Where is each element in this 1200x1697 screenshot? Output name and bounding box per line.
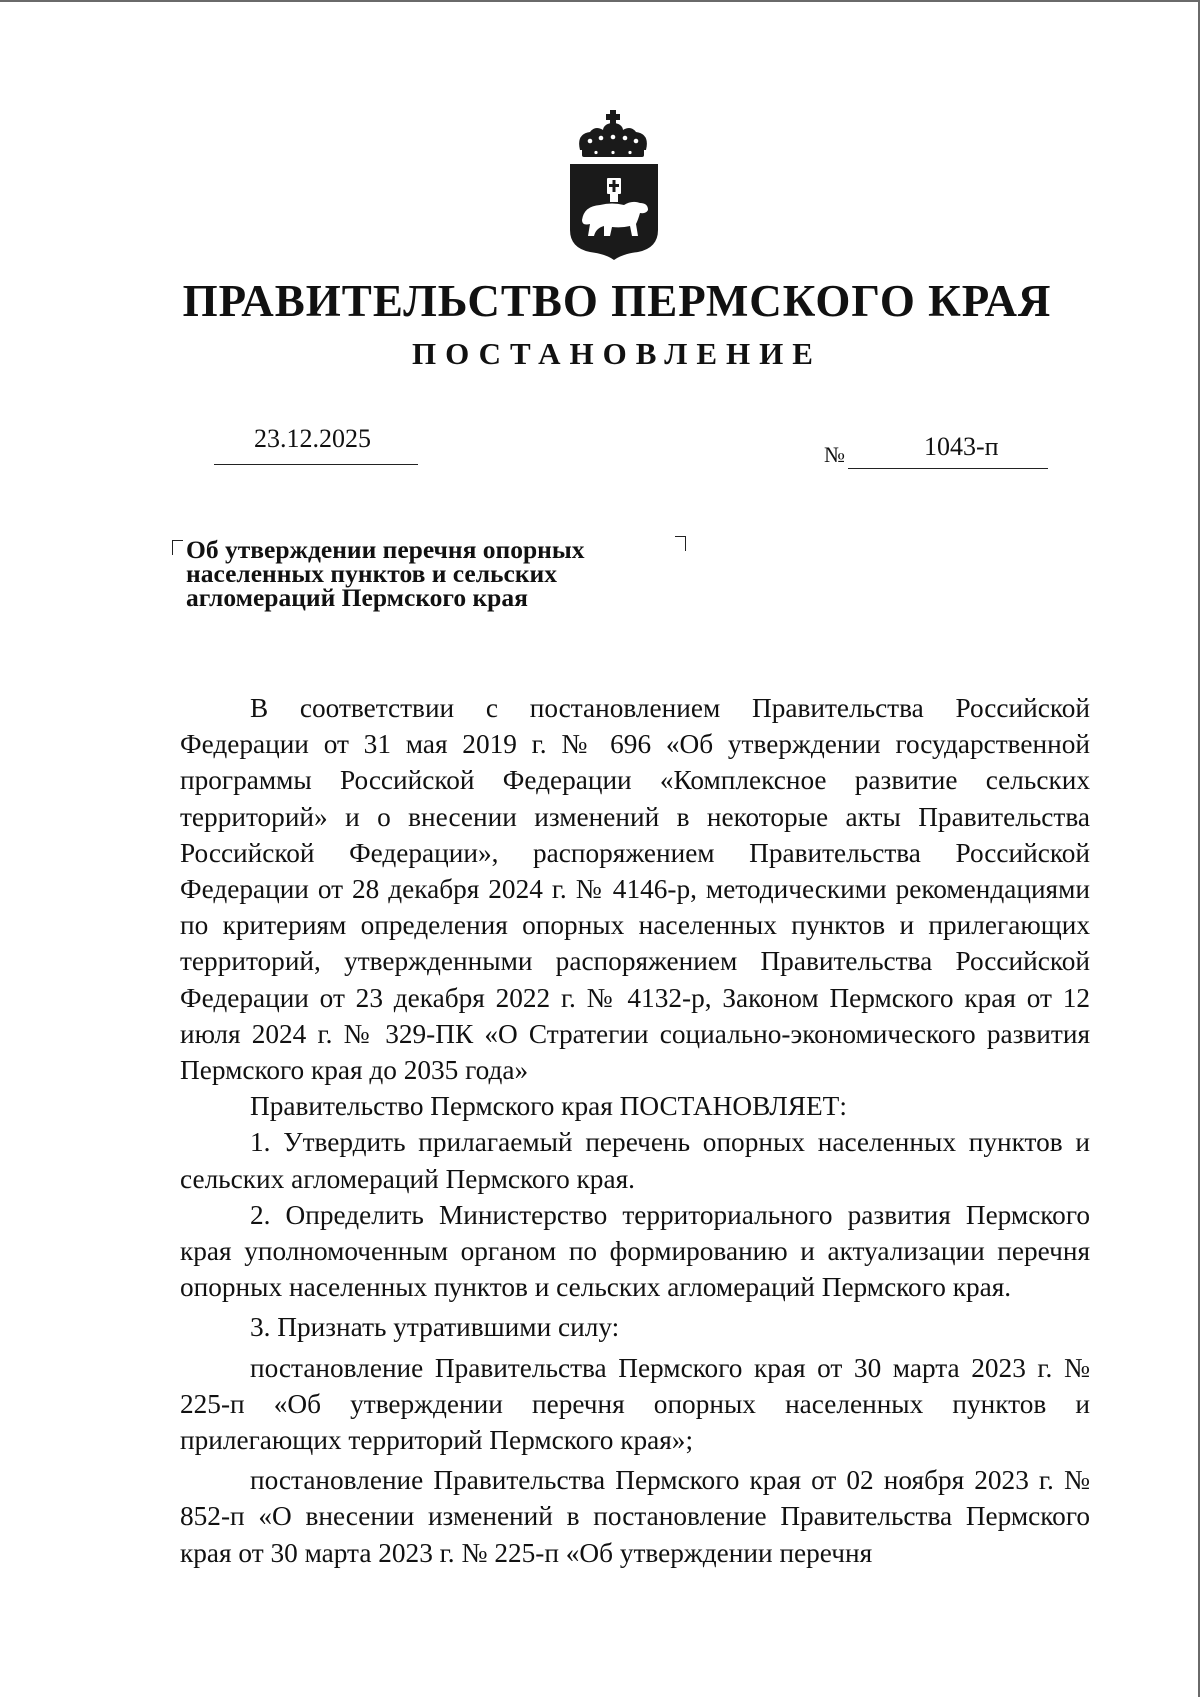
document-subject: [186, 535, 686, 612]
body-paragraph-item-2: 2. Определить Министерство территориального развития Пермского края уполномоченным органом по формированию и актуализации перечня опорных населенных пунктов и сельских агломераций Пермского края.: [180, 1199, 1090, 1303]
subject-corner-mark-left: [172, 540, 183, 555]
organization-title: ПРАВИТЕЛЬСТВО ПЕРМСКОГО КРАЯ: [182, 276, 1052, 326]
subject-line: населенных пунктов и сельских: [186, 559, 557, 588]
body-paragraph-item-3: 3. Признать утратившими силу:: [250, 1312, 620, 1343]
subject-line: агломераций Пермского края: [186, 583, 528, 612]
coat-of-arms-icon: [566, 110, 662, 260]
body-paragraph-resolves: Правительство Пермского края ПОСТАНОВЛЯЕТ:: [250, 1091, 847, 1122]
document-type-heading: ПОСТАНОВЛЕНИЕ: [412, 336, 822, 371]
body-paragraph-item-1: 1. Утвердить прилагаемый перечень опорных населенных пунктов и сельских агломераций Пермского края.: [180, 1127, 1090, 1194]
document-number: 1043-п: [924, 432, 999, 461]
document-date: 23.12.2025: [254, 424, 371, 453]
number-underline: [848, 430, 1048, 469]
document-body: [180, 690, 1090, 1571]
document-date-field: [214, 424, 418, 465]
body-paragraph-preamble: В соответствии с постановлением Правительства Российской Федерации от 31 мая 2019 г. № 696 «Об утверждении государственной программы Российской Федерации «Комплексное развитие сельских территорий» и о внесении изменений в некоторые акты Правительства Российской Федерации», распоряжением Правительства Российской Федерации от 28 декабря 2024 г. № 4146-р, методическими рекомендациями по критериям определения опорных населенных пунктов и прилегающих территорий, утвержденными распоряжением Правительства Российской Федерации от 23 декабря 2022 г. № 4132-р, Законом Пермского края от 12 июля 2024 г. № 329-ПК «О Стратегии социально-экономического развития Пермского края до 2035 года»: [180, 693, 1090, 1086]
page-edge-top: [0, 0, 1200, 2]
body-paragraph-repealed-2: постановление Правительства Пермского края от 02 ноября 2023 г. № 852-п «О внесении изменений в постановление Правительства Пермского края от 30 марта 2023 г. № 225-п «Об утверждении перечня: [180, 1465, 1090, 1568]
document-number-field: [824, 430, 1048, 470]
body-paragraph-repealed-1: постановление Правительства Пермского края от 30 марта 2023 г. № 225-п «Об утверждении перечня опорных населенных пунктов и прилегающих территорий Пермского края»;: [180, 1352, 1090, 1456]
subject-line: Об утверждении перечня опорных: [186, 535, 585, 564]
number-sign: №: [824, 442, 845, 467]
